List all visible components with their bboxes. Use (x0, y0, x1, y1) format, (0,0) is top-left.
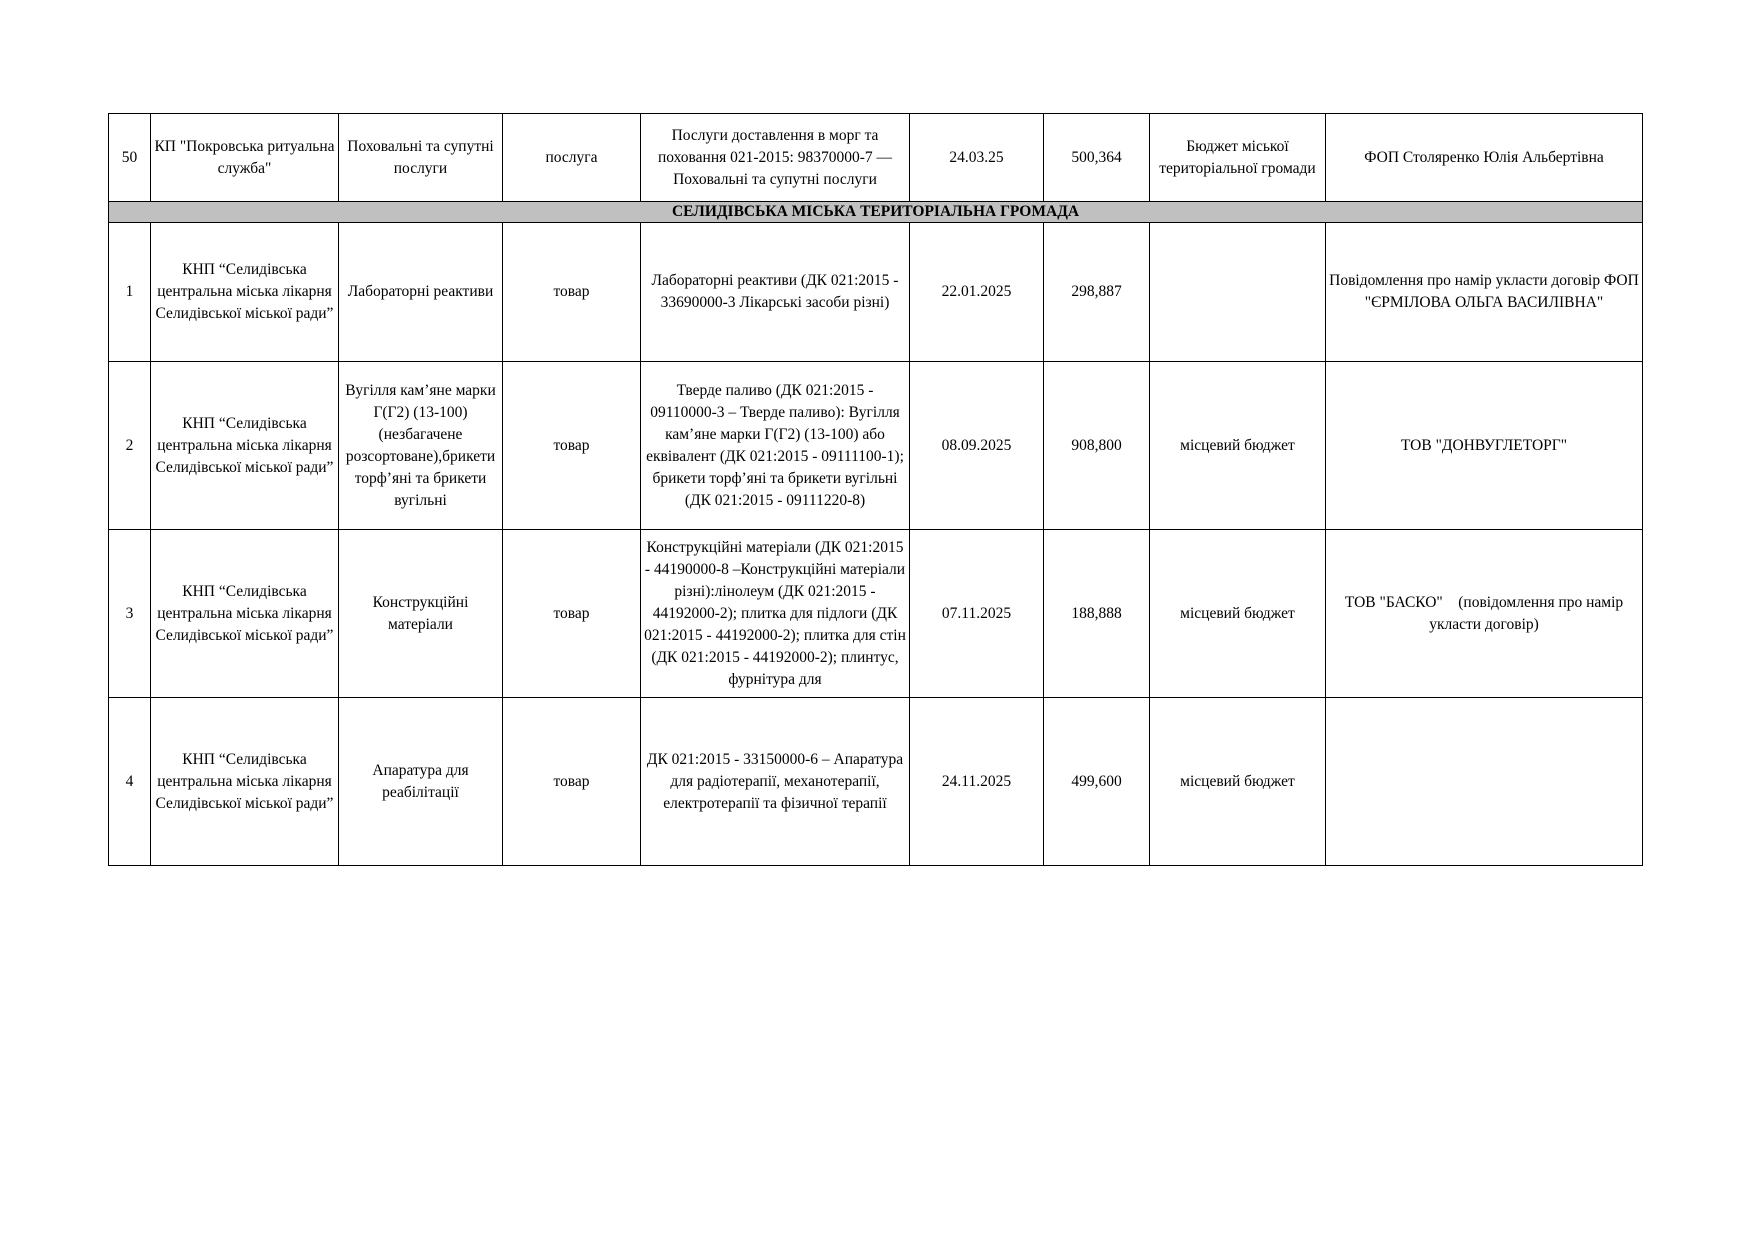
row-number: 2 (109, 362, 151, 530)
source-cell: місцевий бюджет (1150, 530, 1326, 698)
date-cell: 22.01.2025 (910, 223, 1044, 362)
type-cell: товар (503, 362, 641, 530)
code-cell: Лабораторні реактиви (ДК 021:2015 - 33690000-3 Лікарські засоби різні) (641, 223, 910, 362)
row-number: 50 (109, 114, 151, 202)
code-cell-clipped (641, 530, 910, 698)
table-row (109, 698, 1643, 866)
procurement-table (108, 113, 1643, 866)
amount-cell: 298,887 (1044, 223, 1150, 362)
source-cell (1150, 223, 1326, 362)
code-cell: ДК 021:2015 - 33150000-6 – Апаратура для радіотерапії, механотерапії, електротерапії та фізичної терапії (641, 698, 910, 866)
amount-cell: 908,800 (1044, 362, 1150, 530)
supplier-cell: ФОП Столяренко Юлія Альбертівна (1326, 114, 1643, 202)
customer-cell: КНП “Селидівська центральна міська лікарня Селидівської міської ради” (151, 698, 339, 866)
customer-cell: КНП “Селидівська центральна міська лікарня Селидівської міської ради” (151, 223, 339, 362)
code-cell: Конструкційні матеріали (ДК 021:2015 - 44190000-8 –Конструкційні матеріали різні):лінолеум (ДК 021:2015 - 44192000-2); плитка для підлоги (ДК 021:2015 - 44192000-2); плитка для стін (ДК 021:2015 - 44192000-2); плинтус, фурнітура для (644, 538, 906, 688)
table-row (109, 362, 1643, 530)
subject-cell: Вугілля кам’яне марки Г(Г2) (13-100) (незбагачене розсортоване),брикети торф’яні та брикети вугільні (339, 362, 503, 530)
source-cell: місцевий бюджет (1150, 362, 1326, 530)
code-cell: Послуги доставлення в морг та поховання 021-2015: 98370000-7 — Поховальні та супутні послуги (641, 114, 910, 202)
amount-cell: 500,364 (1044, 114, 1150, 202)
section-title: СЕЛИДІВСЬКА МІСЬКА ТЕРИТОРІАЛЬНА ГРОМАДА (109, 202, 1643, 223)
supplier-cell: Повідомлення про намір укласти договір ФОП "ЄРМІЛОВА ОЛЬГА ВАСИЛІВНА" (1326, 223, 1643, 362)
customer-cell: КП "Покровська ритуальна служба" (151, 114, 339, 202)
supplier-cell (1326, 698, 1643, 866)
section-header-row (109, 202, 1643, 223)
supplier-cell: ТОВ "ДОНВУГЛЕТОРГ" (1326, 362, 1643, 530)
date-cell: 24.03.25 (910, 114, 1044, 202)
table-row (109, 114, 1643, 202)
row-number: 3 (109, 530, 151, 698)
date-cell: 24.11.2025 (910, 698, 1044, 866)
subject-cell: Лабораторні реактиви (339, 223, 503, 362)
type-cell: товар (503, 530, 641, 698)
type-cell: послуга (503, 114, 641, 202)
source-cell: місцевий бюджет (1150, 698, 1326, 866)
type-cell: товар (503, 698, 641, 866)
row-number: 1 (109, 223, 151, 362)
row-number: 4 (109, 698, 151, 866)
source-cell: Бюджет міської територіальної громади (1150, 114, 1326, 202)
table-row (109, 530, 1643, 698)
subject-cell: Поховальні та супутні послуги (339, 114, 503, 202)
subject-cell: Конструкційні матеріали (339, 530, 503, 698)
amount-cell: 188,888 (1044, 530, 1150, 698)
subject-cell: Апаратура для реабілітації (339, 698, 503, 866)
date-cell: 08.09.2025 (910, 362, 1044, 530)
supplier-cell: ТОВ "БАСКО" (повідомлення про намір укласти договір) (1326, 530, 1643, 698)
code-cell: Тверде паливо (ДК 021:2015 - 09110000-3 – Тверде паливо): Вугілля кам’яне марки Г(Г2) (13-100) або еквівалент (ДК 021:2015 - 09111100-1); брикети торф’яні та брикети вугільні (ДК 021:2015 - 09111220-8) (641, 362, 910, 530)
table-row (109, 223, 1643, 362)
customer-cell: КНП “Селидівська центральна міська лікарня Селидівської міської ради” (151, 530, 339, 698)
type-cell: товар (503, 223, 641, 362)
amount-cell: 499,600 (1044, 698, 1150, 866)
date-cell: 07.11.2025 (910, 530, 1044, 698)
customer-cell: КНП “Селидівська центральна міська лікарня Селидівської міської ради” (151, 362, 339, 530)
